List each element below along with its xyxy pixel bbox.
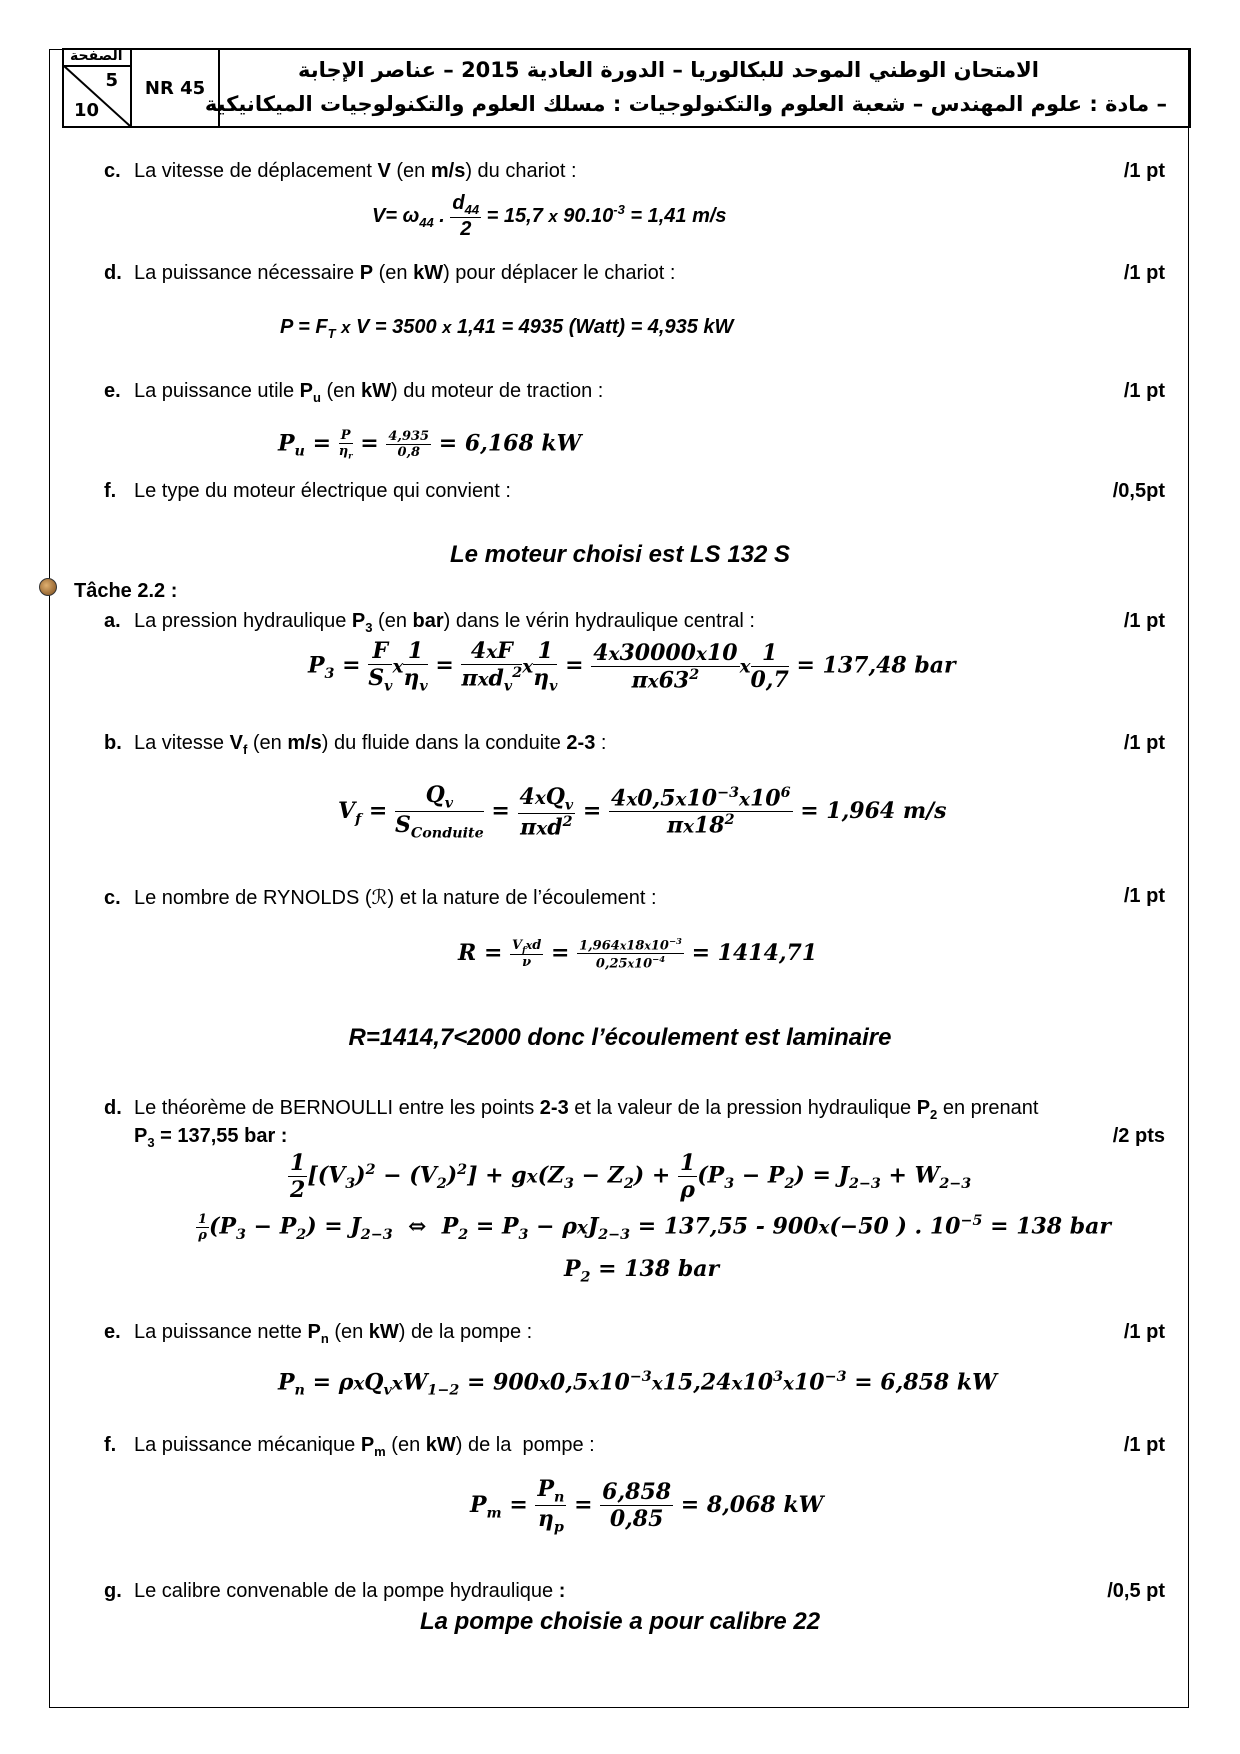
points-a: /1 pt bbox=[1123, 610, 1165, 632]
page-total: 10 bbox=[74, 100, 100, 121]
formula-d2-1: $\frac{1}{2}$ $[(V_3)^2 - (V_2)^2] + gx(Z_3 - Z_2)$ + $\frac{1}{\rho}$ $(P_3 - P_2) = J_{2-3} + W_{2-3}$ bbox=[290, 1150, 972, 1203]
question-f: f. Le type du moteur électrique qui convient : bbox=[104, 480, 511, 502]
question-d2-line2: $P_3 = 137,55$ bar : bbox=[134, 1125, 288, 1150]
question-c: c. La vitesse de déplacement V (en m/s) du chariot : bbox=[104, 160, 577, 182]
formula-d: $P = F_T$ x V = 3500 x 1,41 = 4935 (Watt) = 4,935 kW bbox=[280, 316, 734, 341]
bullet-icon bbox=[39, 578, 57, 596]
result-f: Le moteur choisi est LS 132 S bbox=[449, 541, 791, 568]
formula-b: $V_f$ = $\frac{Q_v}{S_{Conduite}}$ = $\frac{4xQ_v}{\pi xd^2}$ = $\frac{4x0,5x10^{-3}x10^6}{\pi x18^2}$ = 1,964 m/s bbox=[338, 782, 947, 842]
question-d: d. La puissance nécessaire P (en kW) pour déplacer le chariot : bbox=[104, 262, 676, 284]
header-line-2: – مادة : علوم المهندس – شعبة العلوم والتكنولوجيات : مسلك العلوم والتكنولوجيات الميكانيكية bbox=[204, 92, 1167, 116]
question-d2: d. Le théorème de BERNOULLI entre les points 2-3 et la valeur de la pression hydraulique $P_2$ en prenant bbox=[104, 1097, 1039, 1122]
formula-d2-3: $P_2 = 138$ bar bbox=[564, 1256, 720, 1286]
result-c2: R=1414,7<2000 donc l’écoulement est laminaire bbox=[348, 1024, 892, 1051]
question-e2: e. La puissance nette $P_n$ (en kW) de la pompe : bbox=[104, 1321, 533, 1346]
points-c: /1 pt bbox=[1123, 160, 1165, 182]
question-a: a. La pression hydraulique $P_3$ (en bar) dans le vérin hydraulique central : bbox=[104, 610, 755, 635]
header-title-box bbox=[204, 48, 1191, 128]
formula-a: $P_3$ = $\frac{F}{S_v}$ x $\frac{1}{\eta_v}$ = $\frac{4xF}{\pi xd_v^2}$ x $\frac{1}{\eta_v}$ = $\frac{4x30000x10}{\pi x63^2}$ x $\frac{1}{0,7}$ = 137,48 bar bbox=[308, 638, 956, 695]
question-g: g. Le calibre convenable de la pompe hydraulique : bbox=[104, 1580, 566, 1602]
question-b: b. La vitesse $V_f$ (en m/s) du fluide dans la conduite 2-3 : bbox=[104, 732, 607, 757]
question-f2: f. La puissance mécanique $P_m$ (en kW) de la pompe : bbox=[104, 1434, 595, 1459]
page-number-box bbox=[62, 48, 132, 128]
task-title: Tâche 2.2 : bbox=[74, 580, 178, 602]
points-d2: /2 pts bbox=[1112, 1125, 1165, 1147]
formula-d2-2: $\frac{1}{\rho}$ $(P_3 - P_2) = J_{2-3}$ ⇔ $P_2 = P_3 - \rho xJ_{2-3} = 137,55 - 900x(-50$ ) . $10^{-5} = 138$ bar bbox=[198, 1212, 1111, 1243]
points-f: /0,5pt bbox=[1112, 480, 1165, 502]
points-b: /1 pt bbox=[1123, 732, 1165, 754]
question-c2: c. Le nombre de RYNOLDS (ℛ) et la nature de l’écoulement : bbox=[104, 887, 657, 909]
header-line-1: الامتحان الوطني الموحد للبكالوريا – الدورة العادية 2015 – عناصر الإجابة bbox=[297, 58, 1039, 82]
question-e: e. La puissance utile $P_u$ (en kW) du moteur de traction : bbox=[104, 380, 604, 405]
formula-f2: $P_m$ = $\frac{P_n}{\eta_p}$ = $\frac{6,858}{0,85}$ = 8,068 kW bbox=[470, 1476, 824, 1536]
formula-c: $V= \omega_{44}$ . $\frac{d_{44}}{2}$ = 15,7 x $90.10^{-3} = 1,41$ m/s bbox=[372, 192, 727, 240]
points-c2: /1 pt bbox=[1123, 885, 1165, 907]
points-d: /1 pt bbox=[1123, 262, 1165, 284]
points-e: /1 pt bbox=[1123, 380, 1165, 402]
formula-e2: $P_n = \rho xQ_vxW_{1-2} = 900x0,5x10^{-3}x15,24x10^3x10^{-3} = 6,858$ kW bbox=[278, 1369, 997, 1399]
result-g: La pompe choisie a pour calibre 22 bbox=[419, 1608, 821, 1635]
page-frame bbox=[49, 49, 1189, 1708]
points-e2: /1 pt bbox=[1123, 1321, 1165, 1343]
points-g: /0,5 pt bbox=[1107, 1580, 1165, 1602]
formula-c2: R = $\frac{V_fxd}{\nu}$ = $\frac{1,964x18x10^{-3}}{0,25x10^{-4}}$ = 1414,71 bbox=[458, 936, 818, 972]
page-number: 5 bbox=[105, 70, 118, 91]
points-f2: /1 pt bbox=[1123, 1434, 1165, 1456]
formula-e: $P_u$ = $\frac{P}{\eta_r}$ = $\frac{4,935}{0,8}$ = 6,168 kW bbox=[278, 428, 582, 461]
page-label: الصفحة bbox=[70, 48, 123, 64]
exam-code: NR 45 bbox=[130, 48, 220, 128]
